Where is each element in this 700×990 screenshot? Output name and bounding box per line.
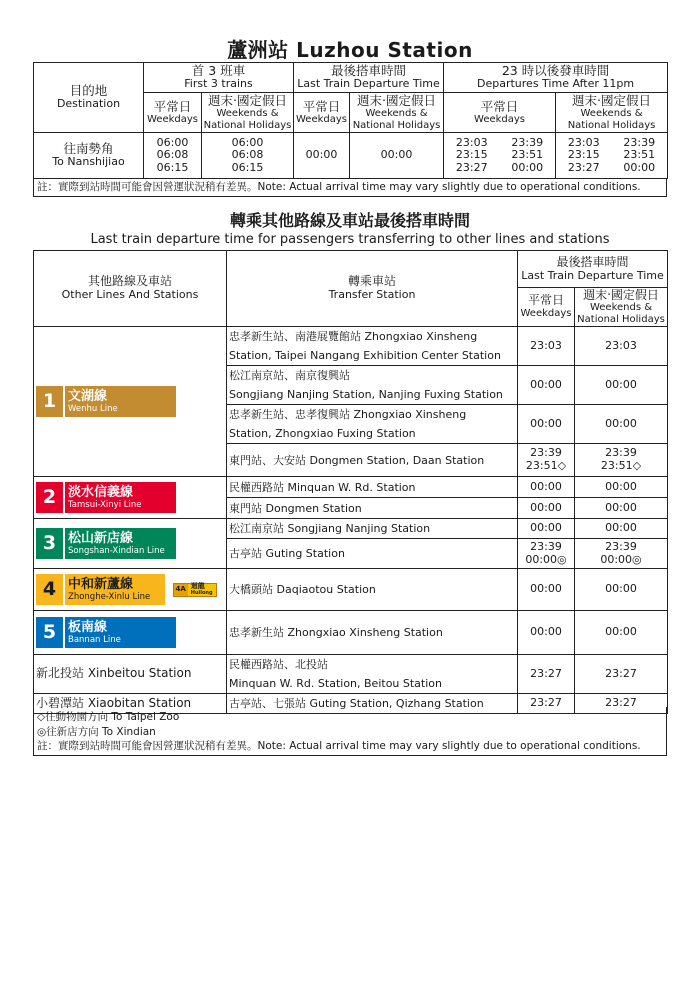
destination-xiaobitan: 小碧潭站 Xiaobitan Station xyxy=(34,694,227,714)
transfer-station: 松江南京站、南京復興站 Songjiang Nanjing Station, Nanjing Fuxing Station xyxy=(227,366,518,405)
weekends-header: 週末‧國定假日 Weekends & National Holidays xyxy=(575,288,668,327)
after-weekends-times: 23:03 23:15 23:27 23:39 23:51 00:00 xyxy=(556,133,668,179)
after-11pm-header: 23 時以後發車時間 Departures Time After 11pm xyxy=(444,63,668,93)
first-weekends-times: 06:00 06:08 06:15 xyxy=(202,133,294,179)
legend-box xyxy=(33,707,667,756)
line-name-en: Zhonghe-Xinlu Line xyxy=(68,592,151,602)
line-songshan-xindian xyxy=(34,519,227,569)
line-badge-songshan-xindian xyxy=(36,528,176,559)
transfer-station: 東門站、大安站 Dongmen Station, Daan Station xyxy=(227,444,518,477)
line-name-cn: 文湖線 xyxy=(68,389,108,404)
transfer-station: 松江南京站 Songjiang Nanjing Station xyxy=(227,519,518,539)
weekend-time: 00:00 xyxy=(575,569,668,611)
last-train-header: 最後搭車時間 Last Train Departure Time xyxy=(294,63,444,93)
line-zhonghe-xinlu xyxy=(34,569,227,611)
destination-xinbeitou: 新北投站 Xinbeitou Station xyxy=(34,655,227,694)
line-badge-wenhu xyxy=(36,386,176,417)
weekday-time: 00:00 xyxy=(518,366,575,405)
weekday-time: 23:27 xyxy=(518,694,575,714)
after-weekdays-header: 平常日 Weekdays xyxy=(444,93,556,133)
branch-name-en: Huilong xyxy=(190,589,213,596)
weekend-time: 00:00 xyxy=(575,611,668,655)
last-weekdays-time: 00:00 xyxy=(294,133,350,179)
legend-xindian: ◎往新店方向 To Xindian xyxy=(37,725,156,738)
line-name-cn: 淡水信義線 xyxy=(68,485,134,500)
transfer-station: 東門站 Dongmen Station xyxy=(227,498,518,519)
last-weekdays-header: 平常日 Weekdays xyxy=(294,93,350,133)
line-badge-tamsui-xinyi xyxy=(36,482,176,513)
weekdays-header: 平常日 Weekdays xyxy=(518,288,575,327)
weekend-time: 23:27 xyxy=(575,655,668,694)
line-tamsui-xinyi xyxy=(34,477,227,519)
weekend-time: 23:39 00:00◎ xyxy=(575,539,668,569)
destination-header: 目的地 Destination xyxy=(34,63,144,133)
first-trains-header: 首 3 班車 First 3 trains xyxy=(144,63,294,93)
line-badge-zhonghe-xinlu xyxy=(36,574,165,605)
weekday-time: 00:00 xyxy=(518,477,575,498)
weekend-time: 00:00 xyxy=(575,366,668,405)
line-name-cn: 板南線 xyxy=(68,620,108,635)
transfer-title-en: Last train departure time for passengers transferring to other lines and stations xyxy=(90,232,610,247)
first-weekdays-header: 平常日 Weekdays xyxy=(144,93,202,133)
line-name-en: Bannan Line xyxy=(68,635,121,645)
weekend-time: 00:00 xyxy=(575,405,668,444)
weekday-time: 00:00 xyxy=(518,498,575,519)
branch-code: 4A xyxy=(174,584,188,596)
weekday-time: 00:00 xyxy=(518,569,575,611)
weekend-time: 23:03 xyxy=(575,327,668,366)
transfer-title-cn: 轉乘其他路線及車站最後搭車時間 xyxy=(229,211,470,230)
weekday-time: 00:00 xyxy=(518,519,575,539)
line-number: 5 xyxy=(36,617,63,648)
line-wenhu xyxy=(34,327,227,477)
after-weekdays-times: 23:03 23:15 23:27 23:39 23:51 00:00 xyxy=(444,133,556,179)
line-number: 4 xyxy=(36,574,63,605)
transfer-table xyxy=(33,250,668,714)
arrival-note-bottom: 註：實際到站時間可能會因營運狀況稍有差異。Note: Actual arrival time may vary slightly due to operational conditions. xyxy=(37,740,641,752)
line-name-en: Wenhu Line xyxy=(68,404,118,414)
branch-badge-huilong xyxy=(173,583,217,597)
line-name-cn: 松山新店線 xyxy=(68,531,134,546)
line-number: 3 xyxy=(36,528,63,559)
weekend-time: 23:39 23:51◇ xyxy=(575,444,668,477)
arrival-note: 註：實際到站時間可能會因營運狀況稍有差異。Note: Actual arrival time may vary slightly due to operational conditions. xyxy=(33,178,667,197)
first-weekdays-times: 06:00 06:08 06:15 xyxy=(144,133,202,179)
legend-zoo: ◇往動物園方向 To Taipei Zoo xyxy=(37,711,180,723)
last-departure-header: 最後搭車時間 Last Train Departure Time xyxy=(518,251,668,288)
other-lines-header: 其他路線及車站 Other Lines And Stations xyxy=(34,251,227,327)
weekend-time: 00:00 xyxy=(575,477,668,498)
transfer-station: 民權西路站、北投站 Minquan W. Rd. Station, Beitou Station xyxy=(227,655,518,694)
line-name-en: Tamsui-Xinyi Line xyxy=(68,500,142,510)
weekend-time: 00:00 xyxy=(575,519,668,539)
line-badge-bannan xyxy=(36,617,176,648)
transfer-station: 民權西路站 Minquan W. Rd. Station xyxy=(227,477,518,498)
transfer-station: 古亭站、七張站 Guting Station, Qizhang Station xyxy=(227,694,518,714)
line-bannan xyxy=(34,611,227,655)
destination-cell: 往南勢角 To Nanshijiao xyxy=(34,133,144,179)
line-name-cn: 中和新蘆線 xyxy=(68,577,134,592)
weekend-time: 23:27 xyxy=(575,694,668,714)
transfer-station: 古亭站 Guting Station xyxy=(227,539,518,569)
weekend-time: 00:00 xyxy=(575,498,668,519)
last-weekends-time: 00:00 xyxy=(350,133,444,179)
weekday-time: 23:39 23:51◇ xyxy=(518,444,575,477)
transfer-station: 忠孝新生站 Zhongxiao Xinsheng Station xyxy=(227,611,518,655)
last-weekends-header: 週末‧國定假日 Weekends & National Holidays xyxy=(350,93,444,133)
transfer-station: 忠孝新生站、忠孝復興站 Zhongxiao Xinsheng Station, Zhongxiao Fuxing Station xyxy=(227,405,518,444)
departure-timetable xyxy=(33,62,668,179)
first-weekends-header: 週末‧國定假日 Weekends & National Holidays xyxy=(202,93,294,133)
weekday-time: 00:00 xyxy=(518,405,575,444)
weekday-time: 00:00 xyxy=(518,611,575,655)
transfer-station: 大橋頭站 Daqiaotou Station xyxy=(227,569,518,611)
line-number: 2 xyxy=(36,482,63,513)
transfer-station-header: 轉乘車站 Transfer Station xyxy=(227,251,518,327)
after-weekends-header: 週末‧國定假日 Weekends & National Holidays xyxy=(556,93,668,133)
weekday-time: 23:03 xyxy=(518,327,575,366)
branch-name-cn: 迴龍 xyxy=(190,581,205,590)
line-name-en: Songshan-Xindian Line xyxy=(68,546,165,556)
transfer-station: 忠孝新生站、南港展覽館站 Zhongxiao Xinsheng Station, Taipei Nangang Exhibition Center Station xyxy=(227,327,518,366)
weekday-time: 23:39 00:00◎ xyxy=(518,539,575,569)
line-number: 1 xyxy=(36,386,63,417)
weekday-time: 23:27 xyxy=(518,655,575,694)
page-title: 蘆洲站 Luzhou Station xyxy=(227,38,473,62)
